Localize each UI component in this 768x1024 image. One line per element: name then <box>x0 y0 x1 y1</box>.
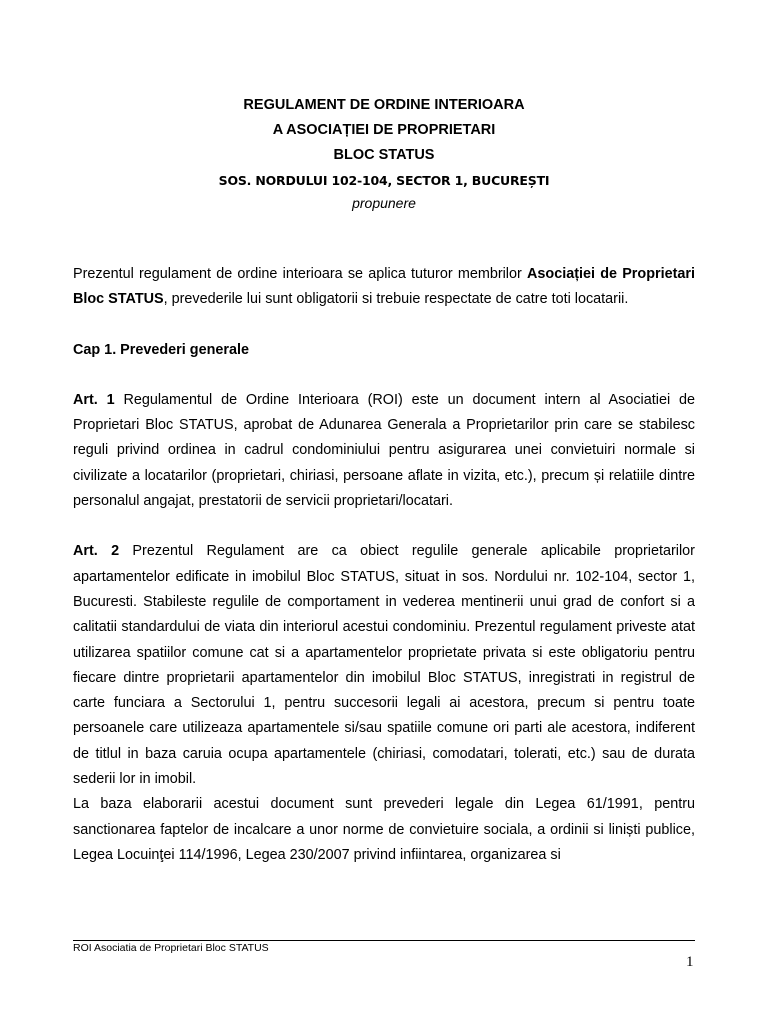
article-2-label: Art. 2 <box>73 543 120 560</box>
intro-paragraph: Prezentul regulament de ordine interioara se aplica tuturor membrilor Asociației de Proprietari Bloc STATUS, prevederile lui sunt obligatorii si trebuie respectate de catre toti locatarii. <box>73 266 695 308</box>
address-line: SOS. NORDULUI 102-104, SECTOR 1, BUCUREȘTI <box>218 173 550 188</box>
proposal-note: propunere <box>352 195 416 211</box>
title-line-3: BLOC STATUS <box>333 147 435 163</box>
article-2: Art. 2 Prezentul Regulament are ca obiect regulile generale aplicabile proprietarilor apartamentelor edificate in imobilul Bloc STATUS, situat in sos. Nordului nr. 102-104, sector 1, Bucuresti. Stabileste regulile de comportament in vederea mentinerii unui grad de confort si a calitatii standardului de viata din interiorul acestui condominiu. Prezentul regulament priveste atat utilizarea spatiilor comune cat si a apartamentelor proprietate privata si este obligatoriu pentru fiecare dintre proprietarii apartamentelor din imobilul Bloc STATUS, inregistrati in registrul de carte funciara a Sectorului 1, pentru succesorii legali ai acestora, precum si pentru toate persoanele care utilizeaza apartamentele si/sau spatiile comune ori parti ale acestora, indiferent de titlul in baza caruia ocupa apartamentele (chiriasi, comodatari, tolerati, etc.) sau de durata sederii lor in imobil. <box>73 543 695 788</box>
article-1: Art. 1 Regulamentul de Ordine Interioara (ROI) este un document intern al Asociatiei de Proprietari Bloc STATUS, aprobat de Adunarea Generala a Proprietarilor prin care se stabilesc reguli privind ordinea in cadrul condominiului pentru asigurarea unei convietuiri normale si civilizate a locatarilor (proprietari, chiriasi, persoane aflate in vizita, etc.), precum și relatiile dintre personalul angajat, prestatorii de servicii proprietari/locatari. <box>73 391 695 510</box>
chapter-heading: Cap 1. Prevederi generale <box>73 341 249 358</box>
association-name: Asociației de Proprietari Bloc STATUS <box>73 266 695 308</box>
article-2-continuation: La baza elaborarii acestui document sunt prevederi legale din Legea 61/1991, pentru sanctionarea faptelor de incalcare a unor norme de convietuire sociala, a ordinii si liniști publice, Legea Locuinţei 114/1996, Legea 230/2007 privind infiintarea, organizarea si <box>73 796 695 863</box>
page-number: 1 <box>686 954 694 970</box>
footer-divider <box>73 940 695 941</box>
document-body <box>73 262 695 868</box>
article-1-label: Art. 1 <box>73 391 115 408</box>
document-title-block <box>0 93 768 213</box>
title-line-1: REGULAMENT DE ORDINE INTERIOARA <box>243 97 525 113</box>
footer-text: ROI Asociatia de Proprietari Bloc STATUS <box>73 942 269 954</box>
title-line-2: A ASOCIAȚIEI DE PROPRIETARI <box>272 122 496 138</box>
